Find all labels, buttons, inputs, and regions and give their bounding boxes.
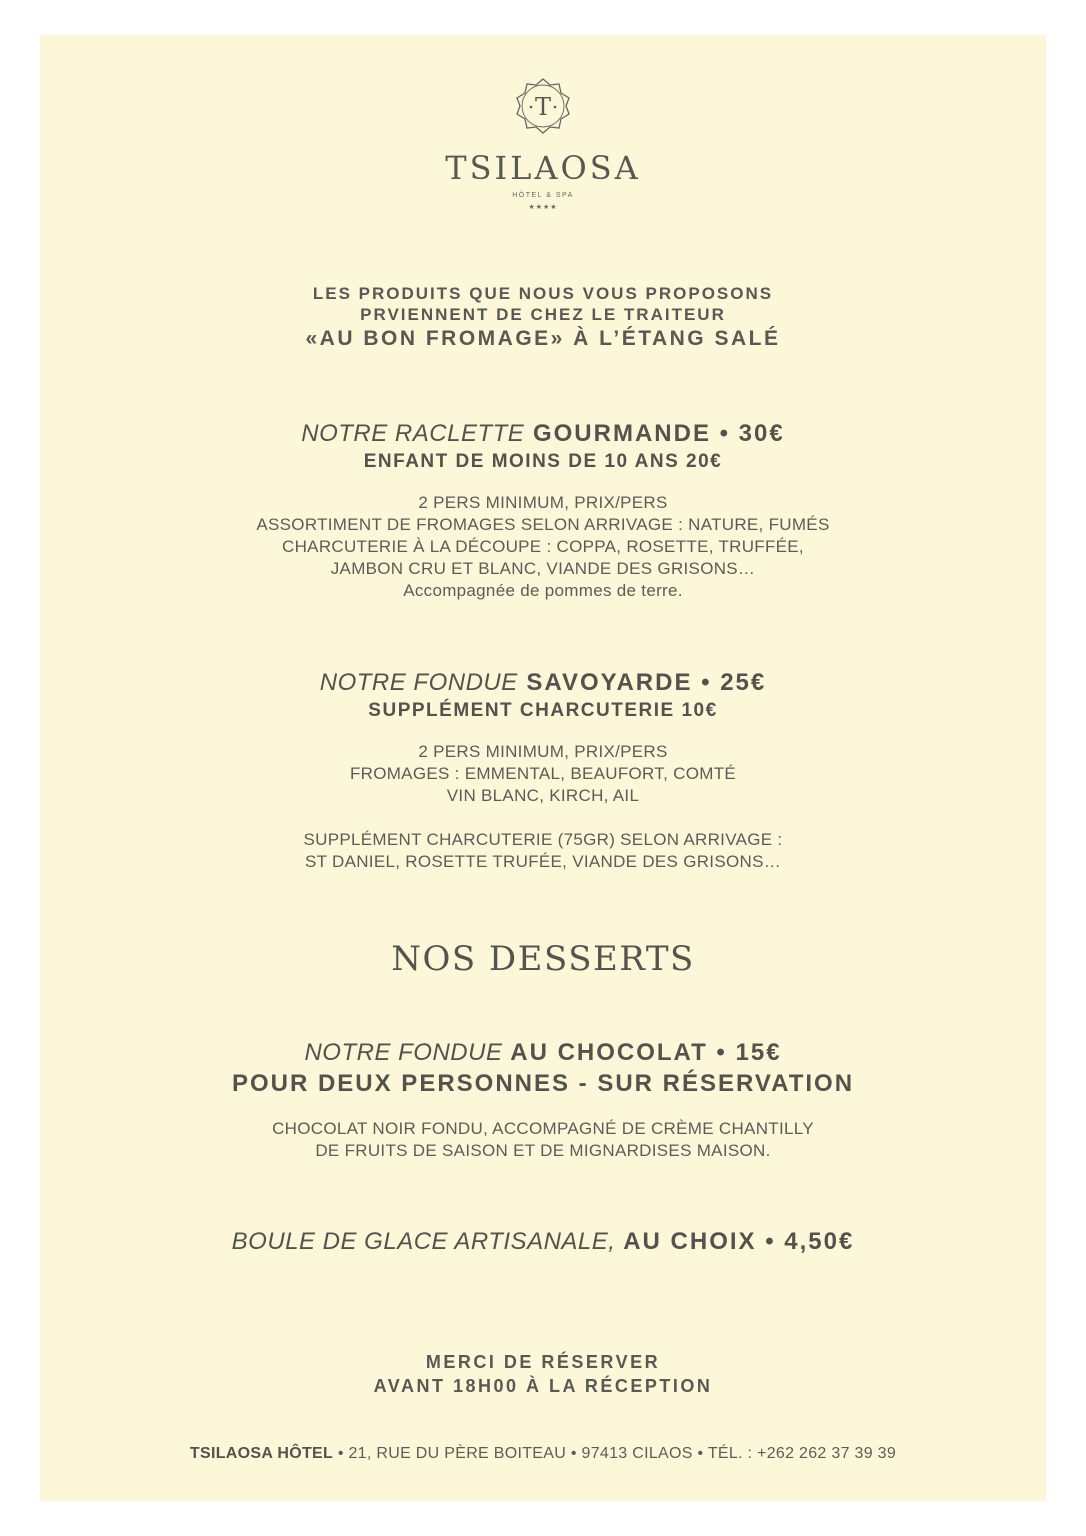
- intro-line-2: PRVIENNENT DE CHEZ LE TRAITEUR: [360, 305, 726, 324]
- raclette-description: [0, 492, 1086, 602]
- fondue-title: [0, 669, 1086, 697]
- fondue-subtitle: SUPPLÉMENT CHARCUTERIE 10€: [368, 700, 718, 721]
- chocolat-subtitle: POUR DEUX PERSONNES - SUR RÉSERVATION: [231, 1070, 855, 1097]
- fondue-title-italic: NOTRE FONDUE: [319, 669, 518, 696]
- raclette-line: JAMBON CRU ET BLANC, VIANDE DES GRISONS…: [330, 559, 756, 578]
- intro-line-3: «AU BON FROMAGE» À L’ÉTANG SALÉ: [305, 327, 781, 350]
- chocolat-title-rest: AU CHOCOLAT • 15€: [502, 1039, 782, 1066]
- footer-hotel-name: TSILAOSA HÔTEL: [189, 1445, 334, 1462]
- raclette-line: 2 PERS MINIMUM, PRIX/PERS: [418, 493, 668, 512]
- raclette-title-rest: GOURMANDE • 30€: [524, 420, 785, 447]
- raclette-line: ASSORTIMENT DE FROMAGES SELON ARRIVAGE : NATURE, FUMÉS: [256, 515, 830, 534]
- intro-line-1: LES PRODUITS QUE NOUS VOUS PROPOSONS: [312, 284, 774, 303]
- brand-subtitle: HÔTEL & SPA: [512, 192, 574, 199]
- chocolat-description: [0, 1118, 1086, 1162]
- raclette-title: [0, 420, 1086, 448]
- fondue-line: 2 PERS MINIMUM, PRIX/PERS: [418, 742, 668, 761]
- hotel-logo-icon: [513, 76, 573, 136]
- desserts-heading: NOS DESSERTS: [391, 939, 695, 979]
- fondue-title-rest: SAVOYARDE • 25€: [517, 669, 767, 696]
- chocolat-title: [0, 1039, 1086, 1067]
- fondue-line: FROMAGES : EMMENTAL, BEAUFORT, COMTÉ: [349, 764, 737, 783]
- glace-title-italic: BOULE DE GLACE ARTISANALE,: [231, 1228, 616, 1255]
- footer-address: • 21, RUE DU PÈRE BOITEAU • 97413 CILAOS • TÉL. : +262 262 37 39 39: [333, 1445, 897, 1462]
- glace-title-rest: AU CHOIX • 4,50€: [615, 1228, 855, 1255]
- raclette-title-italic: NOTRE RACLETTE: [301, 420, 525, 447]
- intro-text: [0, 283, 1086, 353]
- reservation-line-2: AVANT 18H00 À LA RÉCEPTION: [373, 1376, 713, 1396]
- raclette-line: Accompagnée de pommes de terre.: [403, 581, 683, 600]
- fondue-supplement-line: ST DANIEL, ROSETTE TRUFÉE, VIANDE DES GRISONS…: [304, 852, 782, 871]
- brand-name: TSILAOSA: [445, 149, 641, 187]
- glace-title: [0, 1228, 1086, 1256]
- chocolat-line: DE FRUITS DE SAISON ET DE MIGNARDISES MAISON.: [315, 1141, 771, 1160]
- logo-letter: T: [534, 93, 552, 121]
- chocolat-line: CHOCOLAT NOIR FONDU, ACCOMPAGNÉ DE CRÈME CHANTILLY: [272, 1119, 814, 1138]
- fondue-line: VIN BLANC, KIRCH, AIL: [446, 786, 640, 805]
- fondue-description: [0, 741, 1086, 807]
- brand-stars: ★★★★: [528, 204, 558, 211]
- fondue-supplement-line: SUPPLÉMENT CHARCUTERIE (75GR) SELON ARRIVAGE :: [303, 830, 783, 849]
- raclette-line: CHARCUTERIE À LA DÉCOUPE : COPPA, ROSETTE, TRUFFÉE,: [282, 537, 804, 556]
- chocolat-title-italic: NOTRE FONDUE: [304, 1039, 503, 1066]
- reservation-note: [0, 1350, 1086, 1398]
- reservation-line-1: MERCI DE RÉSERVER: [425, 1352, 661, 1372]
- fondue-supplement: [0, 829, 1086, 873]
- raclette-subtitle: ENFANT DE MOINS DE 10 ANS 20€: [363, 451, 723, 472]
- footer: [0, 1443, 1086, 1465]
